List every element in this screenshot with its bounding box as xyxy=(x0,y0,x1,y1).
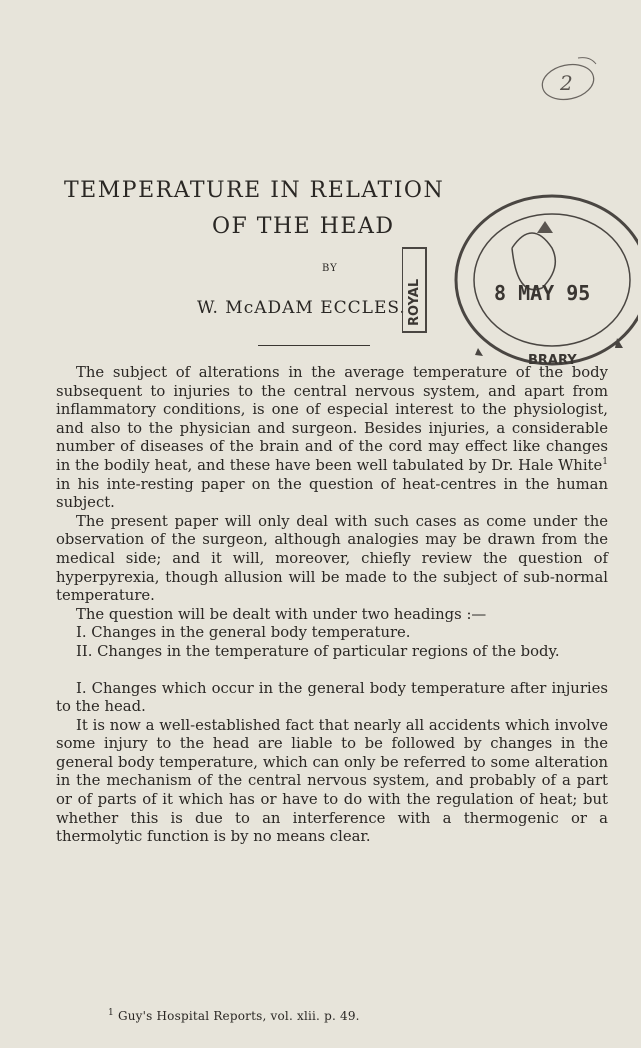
section-heading: I. Changes which occur in the general body temperature after injuries to the head. xyxy=(56,679,608,716)
paragraph-main: It is now a well-established fact that nearly all accidents which involve some injury to the head are liable to be followed by changes in the general body temperature, which can only be referred to some alteration in the mechanism of the central nervous system, and probably of a part or of parts of it which has or have to do with the regulation of heat; but whether this is due to an interference with a thermogenic or a thermolytic function is by no means clear. xyxy=(56,716,608,846)
svg-text:ROYAL: ROYAL xyxy=(407,278,422,326)
footnote-text: Guy's Hospital Reports, vol. xlii. p. 49. xyxy=(113,1009,360,1023)
byline-label: BY xyxy=(322,263,338,274)
paragraph-intro-text: The subject of alterations in the average temperature of the body subsequent to injuries to the central nervous system, and apart from inflammatory conditions, is one of especial interest to the physiologist, and also to the physician and surgeon. Besides injuries, a considerable number of diseases of the brain and of the cord may effect like changes in the bodily heat, and these have been well tabulated by Dr. Hale White xyxy=(56,364,608,474)
title-line-1: TEMPERATURE IN RELATION xyxy=(64,178,445,203)
footnote xyxy=(108,1009,360,1023)
svg-text:2: 2 xyxy=(560,71,573,95)
svg-text:8 MAY 95: 8 MAY 95 xyxy=(494,281,591,305)
paragraph-intro-end: in his inte-resting paper on the question of heat-centres in the human subject. xyxy=(56,475,608,512)
heading-item-2: II. Changes in the temperature of particular regions of the body. xyxy=(76,642,560,660)
paragraph-intro xyxy=(56,364,608,513)
heading-item-1: I. Changes in the general body temperature. xyxy=(76,624,411,642)
paragraph-headings-intro: The question will be dealt with under two headings :— xyxy=(76,605,487,623)
handwritten-number-mark xyxy=(538,52,598,102)
footnote-ref[interactable]: 1 xyxy=(602,457,608,468)
title-rule xyxy=(258,345,370,346)
paragraph-scope: The present paper will only deal with such cases as come under the observation of the surgeon, although analogies may be drawn from the medical side; and it will, moreover, chiefly review the question of hyperpyrexia, though allusion will be made to the subject of sub-normal temperature. xyxy=(56,512,608,605)
title-line-2: OF THE HEAD xyxy=(212,214,395,239)
author-name: W. McADAM ECCLES. xyxy=(197,298,406,318)
svg-text:BRARY: BRARY xyxy=(528,353,577,368)
article-body xyxy=(56,364,608,847)
library-stamp xyxy=(402,188,638,384)
footnote-marker: 1 xyxy=(108,1008,114,1018)
